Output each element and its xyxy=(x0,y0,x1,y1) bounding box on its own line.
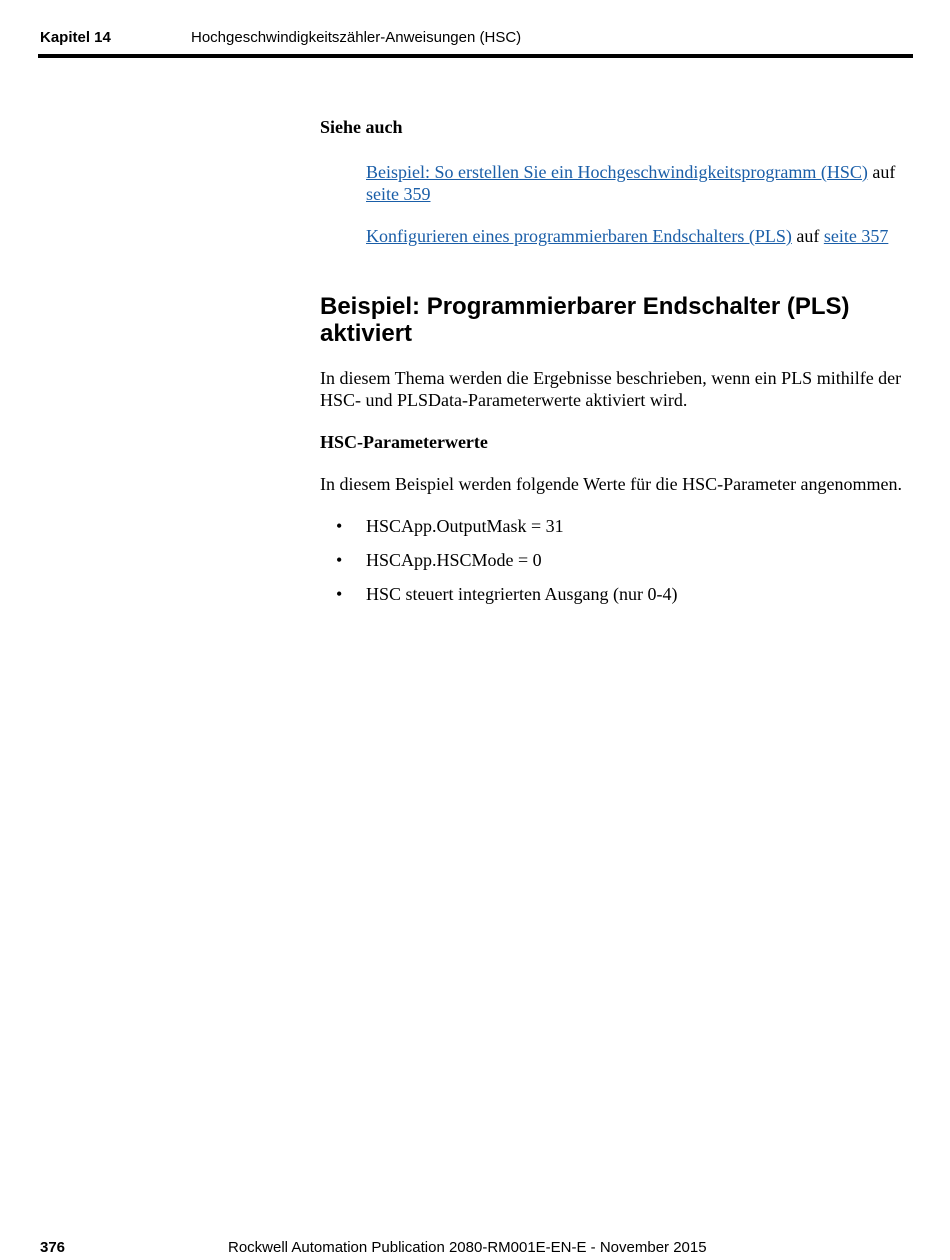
list-item-text: HSCApp.HSCMode = 0 xyxy=(366,550,542,570)
ref-page-link[interactable]: seite 357 xyxy=(823,226,889,246)
parameter-list xyxy=(320,515,915,605)
list-item-text: HSCApp.OutputMask = 31 xyxy=(366,516,564,536)
page-number: 376 xyxy=(40,1239,66,1256)
bullet-icon: • xyxy=(336,584,343,604)
publication-info: Rockwell Automation Publication 2080-RM001E-EN-E - November 2015 xyxy=(228,1239,707,1256)
intro-paragraph: In diesem Thema werden die Ergebnisse beschrieben, wenn ein PLS mithilfe der HSC- und PLSData-Parameterwerte aktiviert wird. xyxy=(320,368,902,410)
see-also-ref xyxy=(366,161,906,205)
ref-connector: auf xyxy=(796,226,820,246)
bullet-icon: • xyxy=(336,550,343,570)
ref-link-hsc-program[interactable]: Beispiel: So erstellen Sie ein Hochgeschwindigkeitsprogramm (HSC) xyxy=(366,162,868,182)
list-item xyxy=(320,515,915,537)
running-title: Hochgeschwindigkeitszähler-Anweisungen (HSC) xyxy=(191,29,522,46)
chapter-label: Kapitel 14 xyxy=(40,29,111,46)
subsection-heading: HSC-Parameterwerte xyxy=(320,432,488,452)
ref-link-pls-config[interactable]: Konfigurieren eines programmierbaren Endschalters (PLS) xyxy=(366,226,792,246)
subsection-paragraph: In diesem Beispiel werden folgende Werte für die HSC-Parameter angenommen. xyxy=(320,474,903,494)
list-item xyxy=(320,583,915,605)
bullet-icon: • xyxy=(336,516,343,536)
see-also-heading: Siehe auch xyxy=(320,117,403,137)
ref-page-link[interactable]: seite 359 xyxy=(366,184,431,204)
list-item xyxy=(320,549,915,571)
section-title: Beispiel: Programmierbarer Endschalter (PLS) aktiviert xyxy=(320,293,850,347)
see-also-ref xyxy=(366,225,906,247)
main-content xyxy=(320,116,915,617)
ref-connector: auf xyxy=(872,162,896,182)
header-rule xyxy=(38,54,913,58)
list-item-text: HSC steuert integrierten Ausgang (nur 0-4) xyxy=(366,584,678,604)
